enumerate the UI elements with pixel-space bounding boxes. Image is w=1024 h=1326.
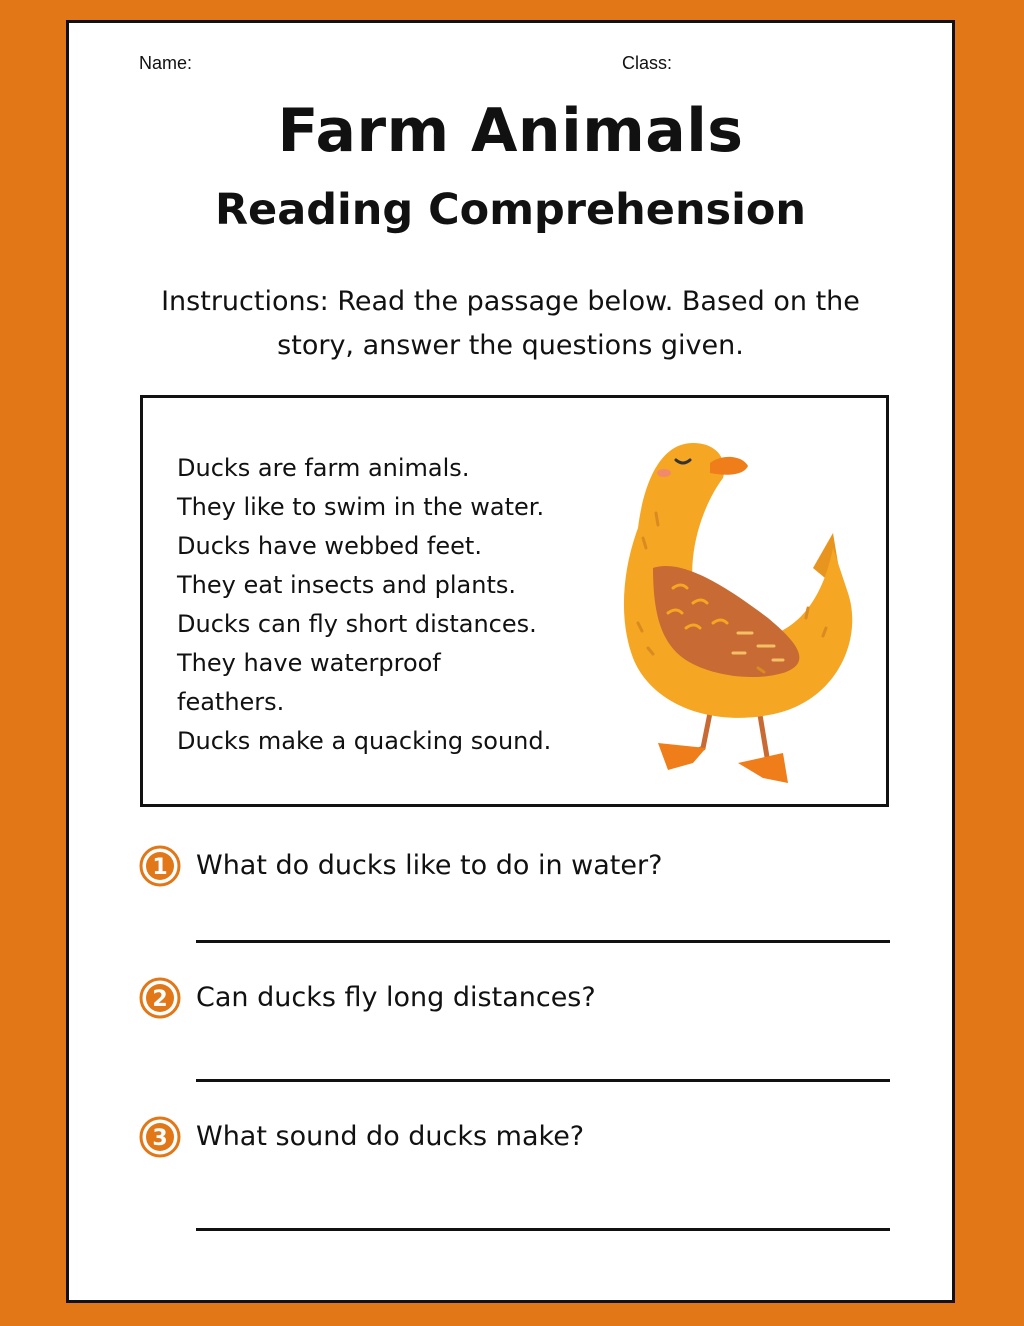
passage-line: feathers. (177, 688, 285, 716)
duck-illustration (598, 418, 868, 788)
question-number: 1 (152, 855, 168, 880)
number-badge-icon (139, 845, 181, 887)
number-badge-icon (139, 977, 181, 1019)
question-text: Can ducks fly long distances? (196, 982, 596, 1013)
passage-box (140, 395, 889, 807)
question-number: 3 (152, 1126, 168, 1151)
question-1 (139, 845, 899, 895)
question-number: 2 (152, 987, 168, 1012)
number-badge-icon (139, 1116, 181, 1158)
passage-line: They have waterproof (177, 649, 441, 677)
passage-text (177, 449, 597, 761)
instructions (139, 280, 882, 368)
passage-line: Ducks are farm animals. (177, 454, 470, 482)
passage-line: They eat insects and plants. (177, 571, 517, 599)
passage-line: Ducks make a quacking sound. (177, 727, 552, 755)
answer-line[interactable] (196, 940, 890, 943)
passage-line: Ducks can fly short distances. (177, 610, 537, 638)
class-label: Class: (622, 53, 673, 73)
answer-line[interactable] (196, 1079, 890, 1082)
page-subtitle: Reading Comprehension (214, 185, 807, 235)
question-text: What do ducks like to do in water? (196, 850, 663, 881)
question-3 (139, 1116, 899, 1166)
page-title: Farm Animals (277, 96, 744, 166)
answer-line[interactable] (196, 1228, 890, 1231)
question-text: What sound do ducks make? (196, 1121, 585, 1152)
passage-line: Ducks have webbed feet. (177, 532, 482, 560)
passage-line: They like to swim in the water. (177, 493, 545, 521)
name-label: Name: (139, 53, 193, 73)
instructions-line-1: Instructions: Read the passage below. Based on the (161, 286, 860, 317)
instructions-line-2: story, answer the questions given. (277, 330, 744, 361)
worksheet-page (66, 20, 955, 1303)
question-2 (139, 977, 899, 1027)
